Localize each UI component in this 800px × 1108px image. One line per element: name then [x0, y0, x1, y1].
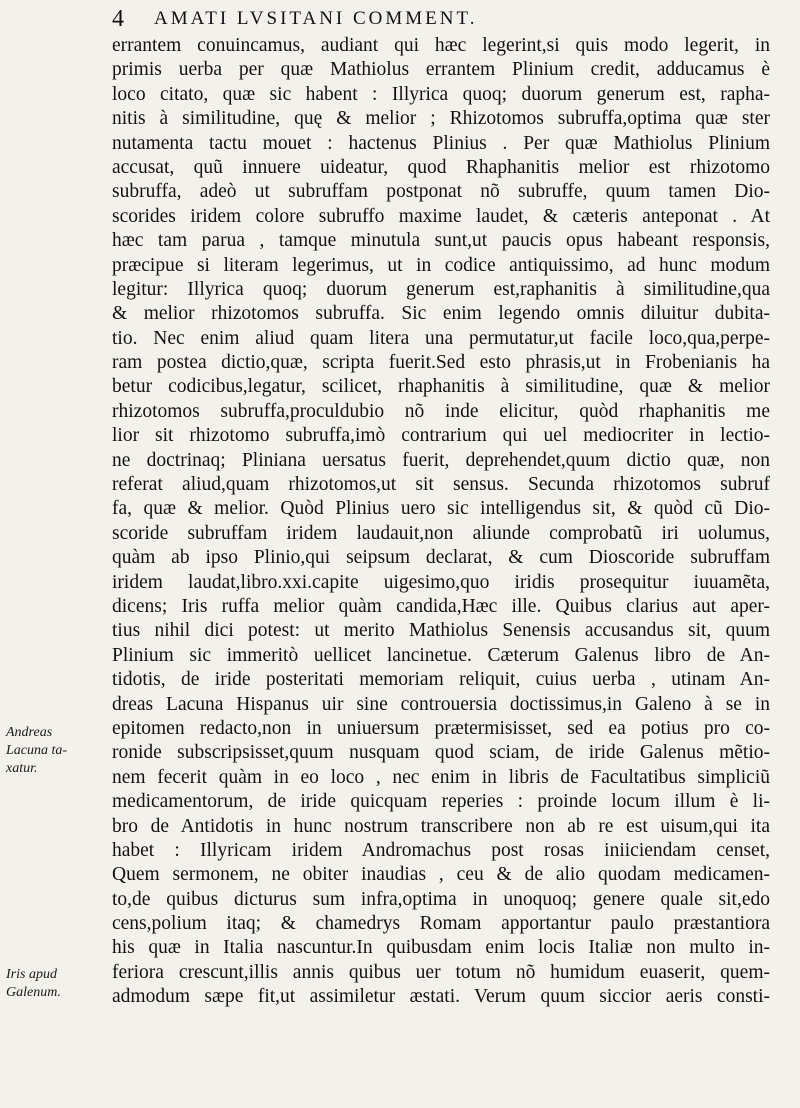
text-line: admodum sæpe fit,ut assimiletur æstati. Verum quum siccior aeris consti-: [112, 986, 770, 1008]
text-line: Plinium sic immeritò uellicet lancinetue. Cæterum Galenus libro de An-: [112, 644, 770, 666]
text-line: & melior rhizotomos subruffa. Sic enim legendo omnis diluitur dubita-: [112, 303, 770, 325]
text-line: feriora crescunt,illis annis quibus uer totum nõ humidum euaserit, quem-: [112, 961, 770, 983]
text-line: primis uerba per quæ Mathiolus errantem Plinium credit, adducamus è: [112, 59, 770, 81]
text-line: dreas Lacuna Hispanus uir sine controuersia doctissimus,in Galeno à se in: [112, 693, 770, 715]
text-line: bro de Antidotis in hunc nostrum transcribere non ab re est uisum,qui ita: [112, 815, 770, 837]
text-line: his quæ in Italia nascuntur.In quibusdam enim locis Italiæ non multo in-: [112, 937, 770, 959]
text-line: subruffa, adeò ut subruffam postponat nõ subruffe, quum tamen Dio-: [112, 181, 770, 203]
page-number: 4: [112, 6, 124, 32]
text-line: tidotis, de iride posteritati memoriam reliquit, cuius uerba , utinam An-: [112, 669, 770, 691]
text-line: nitis à similitudine, quę & melior ; Rhizotomos subruffa,optima quæ ster: [112, 108, 770, 130]
margin-note-iris-galenum: [6, 966, 98, 1002]
text-line: iridem laudat,libro.xxi.capite uigesimo,quo iridis prosequitur iuuamẽta,: [112, 571, 770, 593]
text-line: scorides iridem colore subruffo maxime laudet, & cæteris anteponat . At: [112, 205, 770, 227]
body-text: [112, 34, 770, 1010]
margin-note-line: Lacuna ta-: [6, 743, 68, 758]
margin-note-andreas-lacuna: [6, 724, 98, 778]
margin-note-line: Galenum.: [6, 985, 61, 1000]
text-line: tio. Nec enim aliud quam litera una permutatur,ut facile loco,qua,perpe-: [112, 327, 770, 349]
text-line: ronide subscripsisset,quum nusquam quod sciam, de iride Galenus mẽtio-: [112, 742, 770, 764]
text-line: legitur: Illyrica quoq; duorum generum est,raphanitis à similitudine,qua: [112, 278, 770, 300]
text-line: Quem sermonem, ne obiter inaudias , ceu & de alio quodam medicamen-: [112, 864, 770, 886]
text-line: cens,polium itaq; & chamedrys Romam apportantur paulo præstantiora: [112, 913, 770, 935]
text-line: errantem conuincamus, audiant qui hæc legerint,si quis modo legerit, in: [112, 35, 770, 56]
text-line: loco citato, quæ sic habent : Illyrica quoq; duorum generum est, rapha-: [112, 83, 770, 105]
text-line: rhizotomos subruffa,proculdubio nõ inde elicitur, quòd rhaphanitis me: [112, 400, 770, 422]
text-line: epitomen redacto,non in uniuersum prætermisisset, sed ea potius pro co-: [112, 717, 770, 739]
text-line: dicens; Iris ruffa melior quàm candida,Hæc ille. Quibus clarius aut aper-: [112, 595, 770, 617]
margin-note-line: Andreas: [6, 725, 53, 740]
text-line: nem fecerit quàm in eo loco , nec enim in libris de Facultatibus simpliciũ: [112, 766, 770, 788]
text-line: habet : Illyricam iridem Andromachus post rosas iniiciendam censet,: [112, 839, 770, 861]
text-line: præcipue si literam legerimus, ut in codice antiquissimo, ad hunc modum: [112, 254, 770, 276]
text-line: betur codicibus,legatur, scilicet, rhaphanitis à similitudine, quæ & melior: [112, 376, 770, 398]
text-line: fa, quæ & melior. Quòd Plinius uero sic intelligendus sit, & quòd cũ Dio-: [112, 498, 770, 520]
text-line: referat aliud,quam rhizotomos,ut sit sensus. Secunda rhizotomos subruf: [112, 474, 770, 496]
page-header: [112, 6, 712, 32]
text-line: ne doctrinaq; Pliniana uersatus fuerit, deprehendet,quum dictio quæ, non: [112, 449, 770, 471]
text-line: lior sit rhizotomo subruffa,imò contrarium qui uel mediocriter in lectio-: [112, 425, 770, 447]
text-line: nutamenta tactu mouet : hactenus Plinius . Per quæ Mathiolus Plinium: [112, 132, 770, 154]
running-title: AMATI LVSITANI COMMENT.: [154, 8, 478, 29]
text-line: to,de quibus dicturus sum infra,optima in unoquoq; genere quale sit,edo: [112, 888, 770, 910]
text-line: hæc tam parua , tamque minutula sunt,ut paucis opus habeant responsis,: [112, 230, 770, 252]
text-line: accusat, quũ innuere uideatur, quod Rhaphanitis melior est rhizotomo: [112, 156, 770, 178]
text-line: tius nihil dici potest: ut merito Mathiolus Senensis accusandus sit, quum: [112, 620, 770, 642]
text-line: ram postea dictio,quæ, scripta fuerit.Sed esto phrasis,ut in Frobenianis ha: [112, 352, 770, 374]
margin-note-line: Iris apud: [6, 967, 57, 982]
text-line: medicamentorum, de iride quicquam reperies : proinde locum illum è li-: [112, 791, 770, 813]
text-line: quàm ab ipso Plinio,qui seipsum declarat, & cum Dioscoride subruffam: [112, 547, 770, 569]
text-line: scoride subruffam iridem laudauit,non aliunde comprobatũ iri uolumus,: [112, 522, 770, 544]
margin-note-line: xatur.: [6, 761, 38, 776]
